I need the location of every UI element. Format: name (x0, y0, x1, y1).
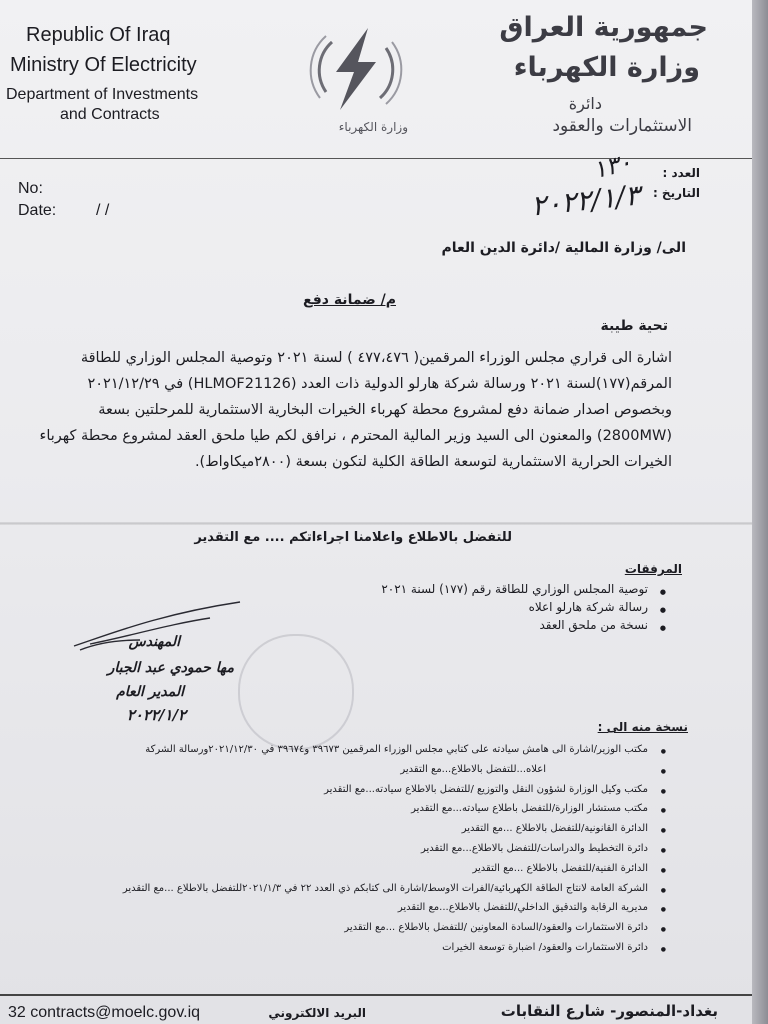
greeting: تحية طيبة (600, 318, 668, 334)
faded-stamp (238, 634, 354, 750)
footer-divider (0, 994, 752, 996)
signature-title: المهندس (128, 634, 180, 650)
list-item: ● مكتب مستشار الوزارة/للتفضل باطلاع سيادته...مع التقدير (123, 803, 666, 814)
attachments-title: المرفقات (624, 562, 682, 576)
header-en-dept-line2: and Contracts (60, 106, 160, 123)
header-divider (0, 158, 752, 159)
signature-name: مها حمودي عبد الجبار (107, 660, 234, 676)
header-en-dept-line1: Department of Investments (6, 86, 199, 103)
list-item: ● دائرة التخطيط والدراسات/للتفضل بالاطلاع...مع التقدير (123, 843, 666, 854)
list-item: ● الدائرة الفنية/للتفضل بالاطلاع ...مع التقدير (123, 863, 666, 874)
signature-position: المدير العام (116, 684, 184, 700)
list-item: ● مديرية الرقابة والتدقيق الداخلي/للتفضل بالاطلاع...مع التقدير (123, 902, 666, 913)
body-line-5: الخيرات الحرارية الاستثمارية لتوسعة الطاقة الكلية لتكون بسعة (٢٨٠٠ميكاواط). (194, 454, 672, 470)
header-ar-dept-line2: الاستثمارات والعقود (552, 116, 692, 136)
header-en-country: Republic Of Iraq (26, 24, 171, 46)
signature-date: ٢٠٢٢/١/٢ (126, 706, 186, 724)
ref-number-value: ١٣٠ (590, 147, 635, 185)
footer-email: 32 contracts@moelc.gov.iq (8, 1004, 201, 1021)
ref-date-label: Date: (18, 202, 57, 219)
list-item: ● دائرة الاستثمارات والعقود/السادة المعاونين /للتفضل بالاطلاع ...مع التقدير (123, 922, 666, 933)
list-item: ● مكتب وكيل الوزارة لشؤون النقل والتوزيع /للتفضل بالاطلاع سيادته...مع التقدير (123, 784, 666, 795)
list-item: ● الشركة العامة لانتاج الطاقة الكهربائية/الفرات الاوسط/اشارة الى كتابكم ذي العدد ٢٢ في ٢٠٢١/١/٣للتفضل بالاطلاع ...مع التقدير (123, 883, 666, 894)
list-item: ● مكتب الوزير/اشارة الى هامش سيادته على كتابي مجلس الوزراء المرقمين ٣٩٦٧٣ و٣٩٦٧٤ في ٢٠٢١/١٢/٣٠ورسالة الشركة (123, 744, 666, 755)
footer-email-label: البريد الالكتروني (268, 1006, 366, 1020)
header-ar-country: جمهورية العراق (499, 12, 708, 43)
attachments-list (381, 582, 666, 632)
ref-date-value: ٢٠٢٢/١/٣ (529, 178, 642, 223)
header-ar-ministry: وزارة الكهرباء (513, 52, 700, 83)
ministry-logo (296, 20, 416, 144)
list-item: ● دائرة الاستثمارات والعقود/ اضبارة توسعة الخيرات (123, 942, 666, 953)
ref-no-label: No: (18, 180, 43, 197)
ref-date-slashes: / / (96, 202, 110, 219)
closing-line: للتفضل بالاطلاع واعلامنا اجراءاتكم .... مع التقدير (194, 530, 512, 545)
paper-fold (0, 522, 752, 525)
list-item: ● الدائرة القانونية/للتفضل بالاطلاع ...مع التقدير (123, 823, 666, 834)
copies-list (123, 744, 666, 962)
footer-address: بغداد-المنصور- شارع النقابات (500, 1002, 718, 1020)
body-line-4: (2800MW) والمعنون الى السيد وزير المالية المحترم ، نرافق لكم طيا ملحق العقد لمشروع محطة كهرباء (39, 428, 672, 444)
header-en-ministry: Ministry Of Electricity (10, 54, 197, 76)
list-item: ● نسخة من ملحق العقد (381, 618, 666, 632)
body-line-2: المرقم(١٧٧)لسنة ٢٠٢١ ورسالة شركة هارلو الدولية ذات العدد (HLMOF21126) في ٢٠٢١/١٢/٢٩ (87, 376, 672, 392)
ref-ar-date-label: التاريخ : (652, 186, 700, 200)
logo-caption: وزارة الكهرباء (338, 120, 408, 134)
recipient-line: الى/ وزارة المالية /دائرة الدين العام (441, 240, 686, 256)
page-edge-shadow (752, 0, 768, 1024)
ref-ar-number-label: العدد : (662, 166, 700, 180)
list-item: ● رسالة شركة هارلو اعلاه (381, 600, 666, 614)
list-item: ● توصية المجلس الوزاري للطاقة رقم (١٧٧) لسنة ٢٠٢١ (381, 582, 666, 596)
copies-title: نسخة منه الى : (597, 720, 688, 734)
header-ar-dept-line1: دائرة (568, 94, 602, 113)
list-item: ● اعلاه...للتفضل بالاطلاع...مع التقدير (123, 764, 666, 775)
body-line-3: وبخصوص اصدار ضمانة دفع لمشروع محطة كهرباء الخيرات البخارية الاستثمارية للمرحلتين بسعة (98, 402, 672, 418)
body-line-1: اشارة الى قراري مجلس الوزراء المرقمين( ٤٧٧،٤٧٦ ) لسنة ٢٠٢١ وتوصية المجلس الوزاري للطاقة (80, 350, 672, 366)
lightning-bolt-icon (296, 20, 416, 120)
subject-line: م/ ضمانة دفع (303, 292, 396, 308)
